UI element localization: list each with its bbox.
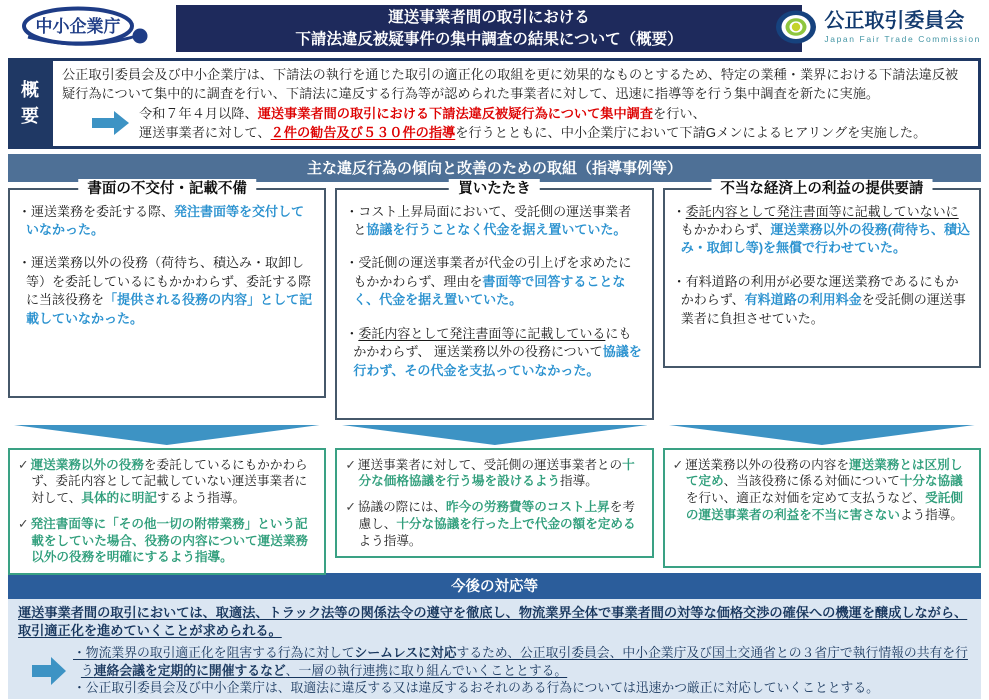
violation-item [673, 273, 971, 328]
check-icon: ✓ [672, 457, 684, 472]
violation-item [18, 254, 316, 328]
violation-item [345, 254, 643, 309]
page-title [176, 5, 802, 52]
down-chevron-icon [669, 425, 975, 445]
future-actions-row [18, 644, 971, 697]
jftc-eye-icon [775, 7, 817, 47]
column-title: 買いたたき [449, 179, 540, 200]
guidance-item [18, 457, 316, 507]
highlight-green: 具体的に明記 [81, 491, 157, 506]
overview-paragraph: 公正取引委員会及び中小企業庁は、下請法の執行を通じた取引の適正化の取組を更に効果的なものとするため、特定の業種・業界における下請法違反被疑行為について集中的に調査を行い、下請法に違反する行為等が認められた事業者に対して、迅速に指導等を行う集中調査を新たに実施。 [62, 67, 959, 102]
smea-logo [16, 5, 168, 57]
future-banner: 今後の対応等 [8, 573, 981, 599]
guidance-box-unjust-benefits [663, 448, 981, 568]
text: 運送事業者に対して、受託側の運送事業者との [357, 457, 623, 472]
highlight-blue: 協議を行わず、その代金を支払っていなかった。 [353, 344, 642, 378]
jftc-name-en: Japan Fair Trade Commission [824, 33, 981, 44]
column-title: 不当な経済上の利益の提供要請 [711, 179, 932, 200]
text: 運送業務以外の役務の内容を [685, 457, 849, 472]
violations-grid [8, 180, 981, 568]
text: よう指導。 [899, 507, 963, 522]
jftc-name: 公正取引委員会 [824, 9, 965, 32]
text: 指導。 [560, 474, 598, 489]
highlight-blue: 発注書面等を交付していなかった。 [26, 203, 305, 238]
text: ・有料道路の利用が必要な運送業務であるにもかかわらず、 [672, 273, 959, 308]
text: 協議の際には、 [357, 500, 447, 515]
page-title-line2: 下請法違反被疑事件の集中調査の結果について（概要） [295, 30, 683, 48]
down-chevron-icon [342, 425, 648, 445]
highlight-green: 運送業務以外の役務 [30, 457, 144, 472]
header [0, 0, 989, 54]
column-title: 書面の不交付・記載不備 [78, 179, 256, 200]
jftc-logo [775, 7, 981, 47]
future-lead: 運送事業者間の取引においては、取適法、トラック法等の関係法令の遵守を徹底し、物流業界全体で事業者間の対等な価格交渉の確保への機運を醸成しながら、取引適正化を進めていくことが求められる。 [18, 604, 968, 639]
bold-text: 連絡会議を定期的に開催するなど [93, 662, 286, 678]
text: ・コスト上昇局面において、受託側の運送事業者と [345, 203, 632, 238]
text: を委託しているにもかかわらず、委託内容として記載していない運送事業者に対して、 [31, 457, 308, 506]
check-icon: ✓ [345, 457, 356, 472]
down-chevron [663, 422, 981, 448]
underlined-text: 、一層の執行連携に取り組んでいくこととする。 [285, 662, 568, 678]
text: ・受託側の運送事業者が代金の引上げを求めたにもかかわらず、理由を [345, 255, 632, 289]
text: 令和７年４月以降、 [139, 106, 258, 122]
guidance-item [18, 516, 316, 566]
text: を行い、適正な対価を定めて支払うなど、 [685, 491, 926, 506]
text: ・運送業務以外の役務（荷待ち、積込み・取卸し等）を委託しているにもかかわらず、委託する際に当該役務を [18, 255, 312, 308]
overview-box [50, 58, 981, 149]
text: ・ [345, 325, 359, 341]
text: 運送事業者に対して、 [139, 125, 271, 141]
highlight-blue: 運送業務以外の役務(荷待ち、積込み・取卸し等)を無償で行わせていた。 [680, 222, 971, 256]
column-written-documents [8, 180, 326, 398]
future-bullet [73, 644, 971, 679]
highlight-blue: 「提供される役務の内容」として記載していなかった。 [26, 292, 313, 326]
overview-result-text [139, 104, 969, 142]
underlined-text: ・物流業界の取引適正化を阻害する行為に対して [73, 645, 355, 661]
text: するよう指導。 [156, 491, 246, 506]
future-bullets [73, 644, 971, 697]
overview-label: 概要 [8, 58, 50, 149]
text: を考慮し、 [358, 500, 635, 531]
down-chevron [335, 422, 653, 448]
highlight-green: 十分な協議 [899, 474, 963, 489]
text: もかかわらず、 [680, 222, 771, 238]
violation-item [345, 325, 643, 380]
overview-result-line2 [139, 123, 969, 142]
down-chevron [8, 422, 326, 448]
bold-text: シームレスに対応 [354, 645, 457, 661]
text: を受託側の運送事業者に負担させていた。 [680, 292, 966, 326]
column-price-beating [335, 180, 653, 420]
overview-result-row [62, 104, 969, 142]
violation-item [673, 203, 971, 258]
underlined-text: 委託内容として発注書面等に記載している [358, 325, 606, 341]
highlight-red: ２件の勧告及び５３０件の指導 [270, 125, 456, 141]
highlight-blue: 書面等で回答することなく、代金を据え置いていた。 [353, 273, 626, 308]
text: ・運送業務を委託する際、 [18, 203, 175, 219]
future-section [8, 599, 981, 699]
smea-logo-icon [16, 5, 168, 52]
overview-section [8, 58, 981, 149]
text: よう指導。 [358, 533, 422, 548]
right-arrow-icon [32, 655, 66, 687]
highlight-blue: 有料道路の利用料金 [744, 292, 862, 308]
down-chevron-icon [14, 425, 320, 445]
violation-item [18, 203, 316, 240]
text: を行うとともに、中小企業庁において下請Gメンによるヒアリングを実施した。 [455, 125, 927, 141]
guidance-box-written-documents [8, 448, 326, 575]
text: 、当該役務に係る対価について [723, 474, 900, 489]
highlight-green: 運送業務とは区別して定め [685, 457, 963, 489]
guidance-item [345, 499, 643, 549]
jftc-logo-text [824, 11, 981, 44]
underlined-text: するため、公正取引委員会、中小企業庁及び国土交通省との３省庁で執行情報の共有を行う [80, 645, 968, 678]
text: を行い、 [653, 106, 706, 122]
guidance-box-price-beating [335, 448, 653, 559]
page-title-line1: 運送事業者間の取引における [388, 8, 590, 26]
violations-banner: 主な違反行為の傾向と改善のための取組（指導事例等） [8, 154, 981, 182]
check-icon: ✓ [18, 516, 29, 531]
highlight-green: 十分な価格協議を行う場を設けるよう [358, 457, 635, 489]
text: にもかかわらず、 運送業務以外の役務について [353, 325, 632, 360]
highlight-green: 発注書面等に「その他一切の附帯業務」という記載をしていた場合、役務の内容について運送業務以外の役務を明確にするよう指導。 [30, 516, 309, 565]
highlight-green: 受託側の運送事業者の利益を不当に害さない [685, 491, 963, 522]
highlight-green: 十分な協議を行った上で代金の額を定める [396, 516, 636, 531]
highlight-red: 運送事業者間の取引における下請法違反被疑行為について集中調査 [257, 106, 654, 122]
svg-text:中小企業庁: 中小企業庁 [35, 17, 121, 36]
future-bullet: ・公正取引委員会及び中小企業庁は、取適法に違反する又は違反するおそれのある行為については迅速かつ厳正に対応していくこととする。 [73, 680, 879, 696]
guidance-item [673, 457, 971, 524]
violation-item [345, 203, 643, 240]
highlight-blue: 協議を行うことなく代金を据え置いていた。 [366, 222, 627, 238]
guidance-item [345, 457, 643, 490]
right-arrow-icon [92, 110, 130, 136]
text: ・ [672, 203, 686, 219]
underlined-text: 委託内容として発注書面等に記載していないに [685, 203, 959, 219]
column-unjust-benefits [663, 180, 981, 368]
check-icon: ✓ [18, 457, 29, 472]
highlight-green: 昨今の労務費等のコスト上昇 [446, 500, 610, 515]
overview-result-line1 [139, 104, 969, 123]
check-icon: ✓ [345, 500, 356, 515]
